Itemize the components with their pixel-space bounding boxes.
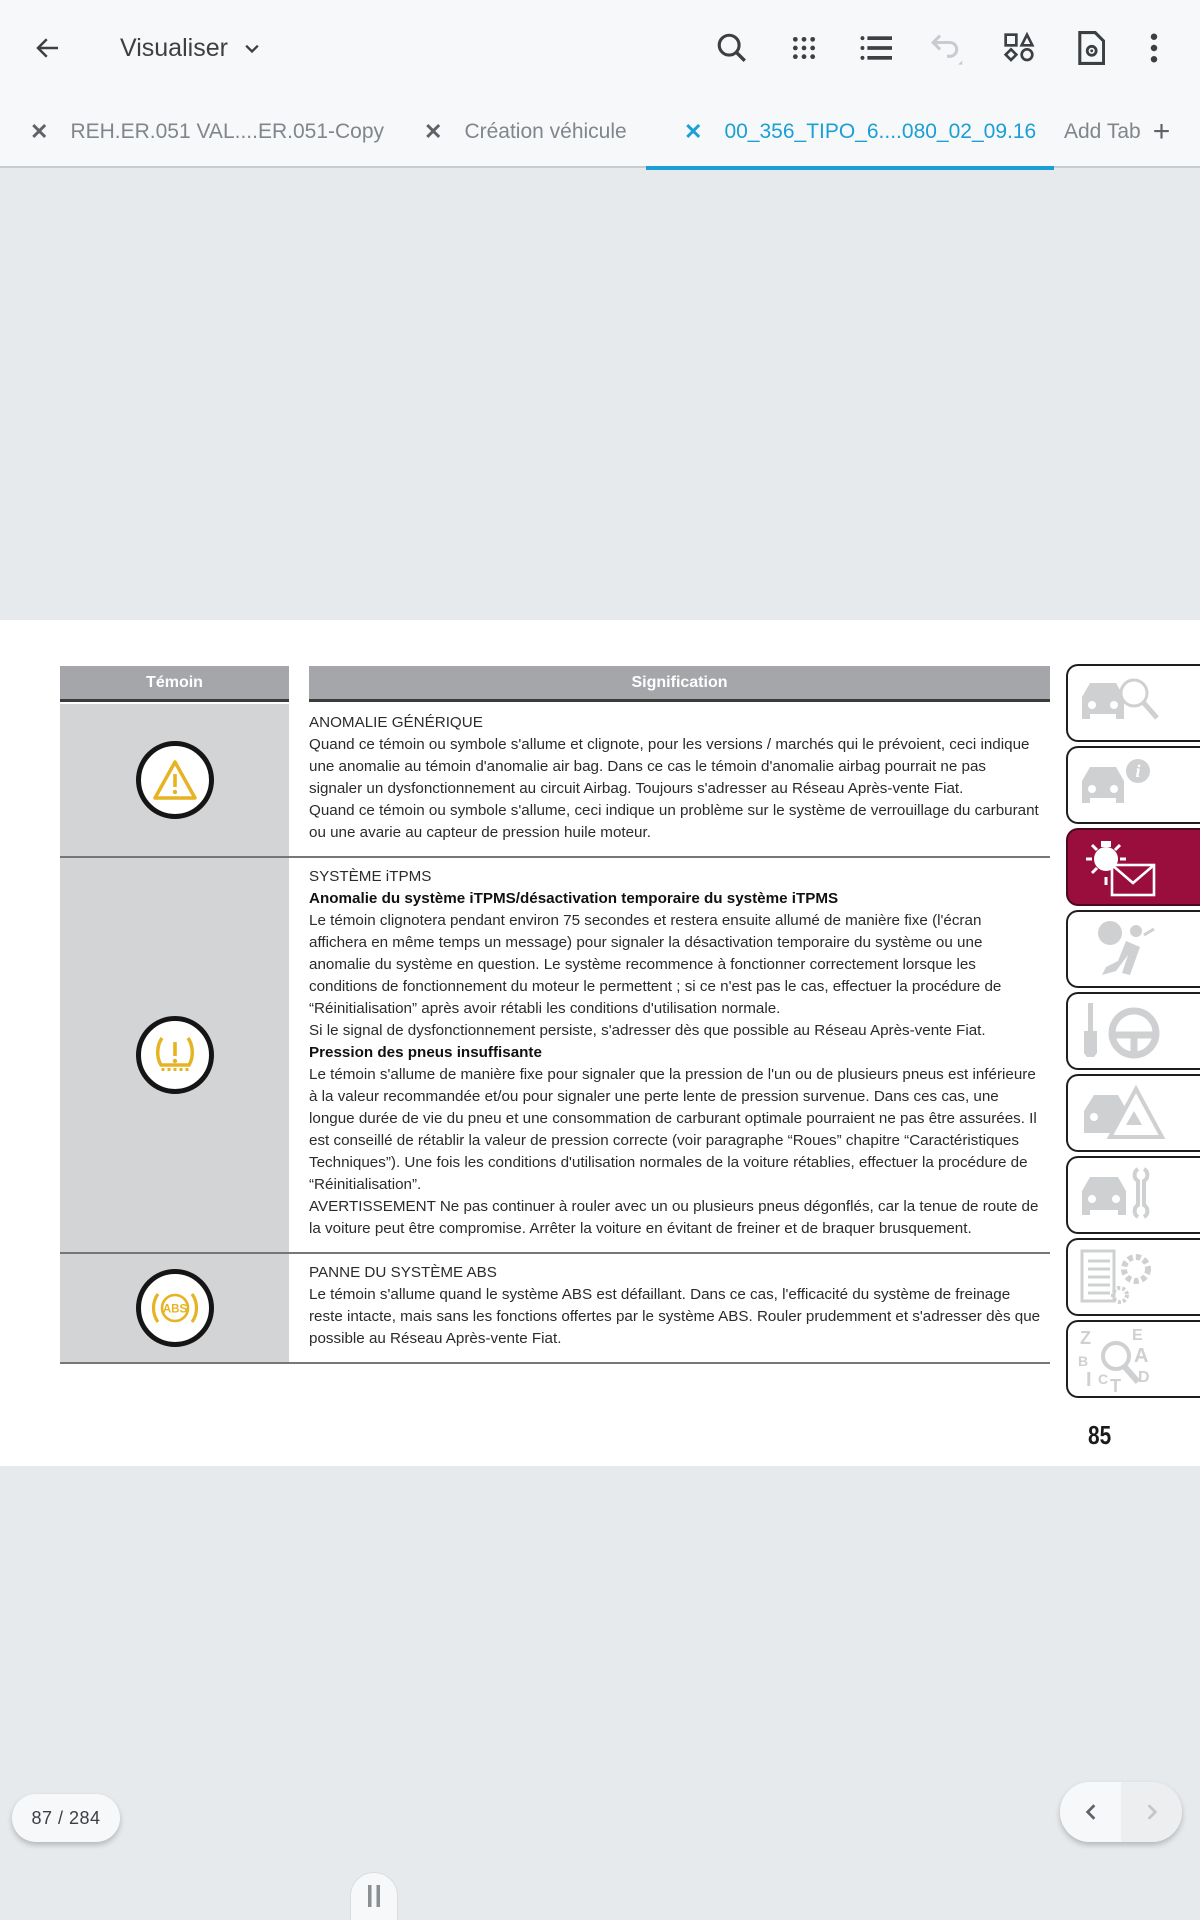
file-settings-icon <box>1077 31 1105 65</box>
alphabet-index-icon <box>1076 1326 1166 1392</box>
tab-creation-vehicule[interactable] <box>424 96 627 168</box>
table-row <box>60 704 1050 858</box>
scroll-handle[interactable] <box>350 1872 398 1920</box>
page-navigation <box>1060 1782 1182 1842</box>
svg-text:i: i <box>1135 761 1141 781</box>
svg-text:A: A <box>1134 1345 1149 1367</box>
warning-lights-table <box>60 666 1050 1364</box>
document-settings-button[interactable] <box>1069 26 1113 70</box>
search-icon <box>715 31 749 65</box>
back-button[interactable] <box>28 28 68 68</box>
abs-icon <box>150 1288 200 1328</box>
chevron-left-icon <box>1084 1803 1098 1821</box>
specs-gears-icon <box>1076 1245 1166 1309</box>
row-description <box>309 858 1050 1252</box>
chapter-tab-maintenance[interactable] <box>1066 1156 1200 1234</box>
more-options-button[interactable] <box>1132 26 1176 70</box>
chapter-tab-safety[interactable] <box>1066 910 1200 988</box>
row-title: ANOMALIE GÉNÉRIQUE <box>309 714 483 731</box>
svg-text:Z: Z <box>1080 1328 1091 1348</box>
tire-pressure-icon <box>153 1035 197 1075</box>
car-emergency-icon <box>1076 1081 1166 1145</box>
view-mode-dropdown[interactable] <box>120 34 262 63</box>
chapter-tab-starting-driving[interactable] <box>1066 992 1200 1070</box>
warning-light-message-icon <box>1076 835 1166 899</box>
chapter-tab-index[interactable] <box>1066 1320 1200 1398</box>
subheading: Pression des pneus insuffisante <box>309 1044 542 1061</box>
svg-text:T: T <box>1110 1376 1121 1392</box>
search-button[interactable] <box>710 26 754 70</box>
warning-lamp <box>136 1269 214 1347</box>
key-steering-wheel-icon <box>1076 999 1166 1063</box>
row-description <box>309 1254 1050 1362</box>
add-tab-label: Add Tab <box>1064 120 1141 143</box>
undo-button[interactable] <box>925 26 969 70</box>
subheading: Anomalie du système iTPMS/désactivation temporaire du système iTPMS <box>309 890 839 907</box>
add-tab-button[interactable] <box>1064 96 1170 168</box>
icon-cell <box>60 1254 289 1362</box>
tab-label: 00_356_TIPO_6....080_02_09.16 <box>724 120 1037 143</box>
svg-text:D: D <box>1138 1369 1150 1386</box>
warning-lamp <box>136 741 214 819</box>
chevron-right-icon <box>1145 1803 1159 1821</box>
close-icon[interactable]: ✕ <box>424 119 443 144</box>
next-page-button[interactable] <box>1121 1782 1182 1842</box>
airbag-seat-icon <box>1076 917 1166 981</box>
column-header-signification: Signification <box>309 666 1050 702</box>
annotations-button[interactable] <box>997 26 1041 70</box>
row-title: SYSTÈME iTPMS <box>309 868 432 885</box>
chapter-tab-vehicle-info[interactable] <box>1066 746 1200 824</box>
paragraph: Quand ce témoin ou symbole s'allume, ceci indique un problème sur le système de verrouillage du carburant ou une avarie au capteur de pression huile moteur. <box>309 802 1039 841</box>
undo-icon <box>929 30 965 66</box>
table-row <box>60 858 1050 1254</box>
paragraph: Le témoin clignotera pendant environ 75 secondes et restera ensuite allumé de manière fixe (l'écran affichera en même temps un message) pour signaler la désactivation temporaire du système ou une anomalie du système en question. Le système recommence à fonctionner correctement lorsque les conditions de fonctionnement du moteur le permettent ; si ce n'est pas le cas, effectuer la procédure de “Réinitialisation” après avoir rétabli les conditions d'utilisation normale. <box>309 912 1002 1017</box>
shapes-icon <box>1003 32 1035 64</box>
close-icon[interactable]: ✕ <box>30 119 49 144</box>
warning-lamp <box>136 1016 214 1094</box>
svg-text:B: B <box>1078 1353 1089 1369</box>
icon-cell <box>60 858 289 1252</box>
warning-triangle-icon <box>152 759 198 801</box>
list-icon <box>860 34 892 62</box>
svg-text:E: E <box>1132 1327 1143 1344</box>
warning-paragraph: AVERTISSEMENT Ne pas continuer à rouler avec un ou plusieurs pneus dégonflés, car la tenue de route de la voiture peut être compromise. Arrêter la voiture en évitant de freiner et de braquer brusquement. <box>309 1198 1039 1237</box>
close-icon[interactable]: ✕ <box>684 119 703 144</box>
plus-icon: + <box>1152 115 1171 148</box>
chapter-tab-emergency[interactable] <box>1066 1074 1200 1152</box>
tab-reh-er-051[interactable] <box>30 96 384 168</box>
icon-cell <box>60 704 289 856</box>
grid-view-button[interactable] <box>782 26 826 70</box>
tab-label: REH.ER.051 VAL....ER.051-Copy <box>70 120 385 143</box>
document-tabs <box>0 96 1200 168</box>
app-bar <box>0 0 1200 168</box>
table-header <box>60 666 1050 704</box>
paragraph: Si le signal de dysfonctionnement persiste, s'adresser dès que possible au Réseau Après-vente Fiat. <box>309 1022 986 1039</box>
toolbar <box>0 0 1200 96</box>
paragraph: Le témoin s'allume quand le système ABS est défaillant. Dans ce cas, l'efficacité du système de freinage reste intacte, mais sans les fonctions offertes par le système ABS. Rouler prudemment et s'adresser dès que possible au Réseau Après-vente Fiat. <box>309 1286 1041 1347</box>
svg-text:ABS: ABS <box>162 1303 187 1316</box>
table-row <box>60 1254 1050 1364</box>
document-page <box>0 620 1200 1466</box>
previous-page-button[interactable] <box>1060 1782 1121 1842</box>
car-search-icon <box>1076 673 1166 733</box>
car-info-icon <box>1076 755 1166 815</box>
tab-tipo-manual[interactable] <box>684 96 1036 168</box>
outline-button[interactable] <box>854 26 898 70</box>
more-icon <box>1149 33 1159 63</box>
svg-text:I: I <box>1086 1369 1092 1391</box>
pause-bars-icon <box>367 1884 381 1908</box>
chapter-tab-vehicle-knowledge[interactable] <box>1066 664 1200 742</box>
paragraph: Le témoin s'allume de manière fixe pour signaler que la pression de l'un ou de plusieurs pneus est inférieure à la valeur recommandée et/ou pour signaler une perte lente de pression survenue. Dans ces cas, une longue durée de vie du pneu et une consommation de carburant optimale pourraient ne pas être assurées. Il est conseillé de rétablir la valeur de pression correcte (voir paragraphe “Roues” chapitre “Caractéristiques Techniques”). Une fois les conditions d'utilisation normales de la voiture rétablies, effectuer la procédure de “Réinitialisation”. <box>309 1066 1037 1193</box>
grid-icon <box>791 35 817 61</box>
car-wrench-icon <box>1076 1163 1166 1227</box>
chapter-tab-warning-lights[interactable] <box>1066 828 1200 906</box>
tab-label: Création véhicule <box>464 120 627 143</box>
printed-page-number: 85 <box>1088 1420 1112 1450</box>
page-counter[interactable]: 87 / 284 <box>12 1794 120 1842</box>
row-description <box>309 704 1050 856</box>
chapter-tab-technical-data[interactable] <box>1066 1238 1200 1316</box>
view-mode-label: Visualiser <box>120 34 228 62</box>
column-header-temoin: Témoin <box>60 666 289 702</box>
row-title: PANNE DU SYSTÈME ABS <box>309 1264 497 1281</box>
paragraph: Quand ce témoin ou symbole s'allume et clignote, pour les versions / marchés qui le prévoient, ceci indique une anomalie au témoin d'anomalie air bag. Dans ce cas le témoin d'anomalie airbag pourrait ne pas signaler un dysfonctionnement au circuit Airbag. Toujours s'adresser au Réseau Après-vente Fiat. <box>309 736 1030 797</box>
chevron-down-icon <box>242 39 262 59</box>
svg-text:C: C <box>1098 1371 1109 1387</box>
arrow-left-icon <box>33 33 63 63</box>
